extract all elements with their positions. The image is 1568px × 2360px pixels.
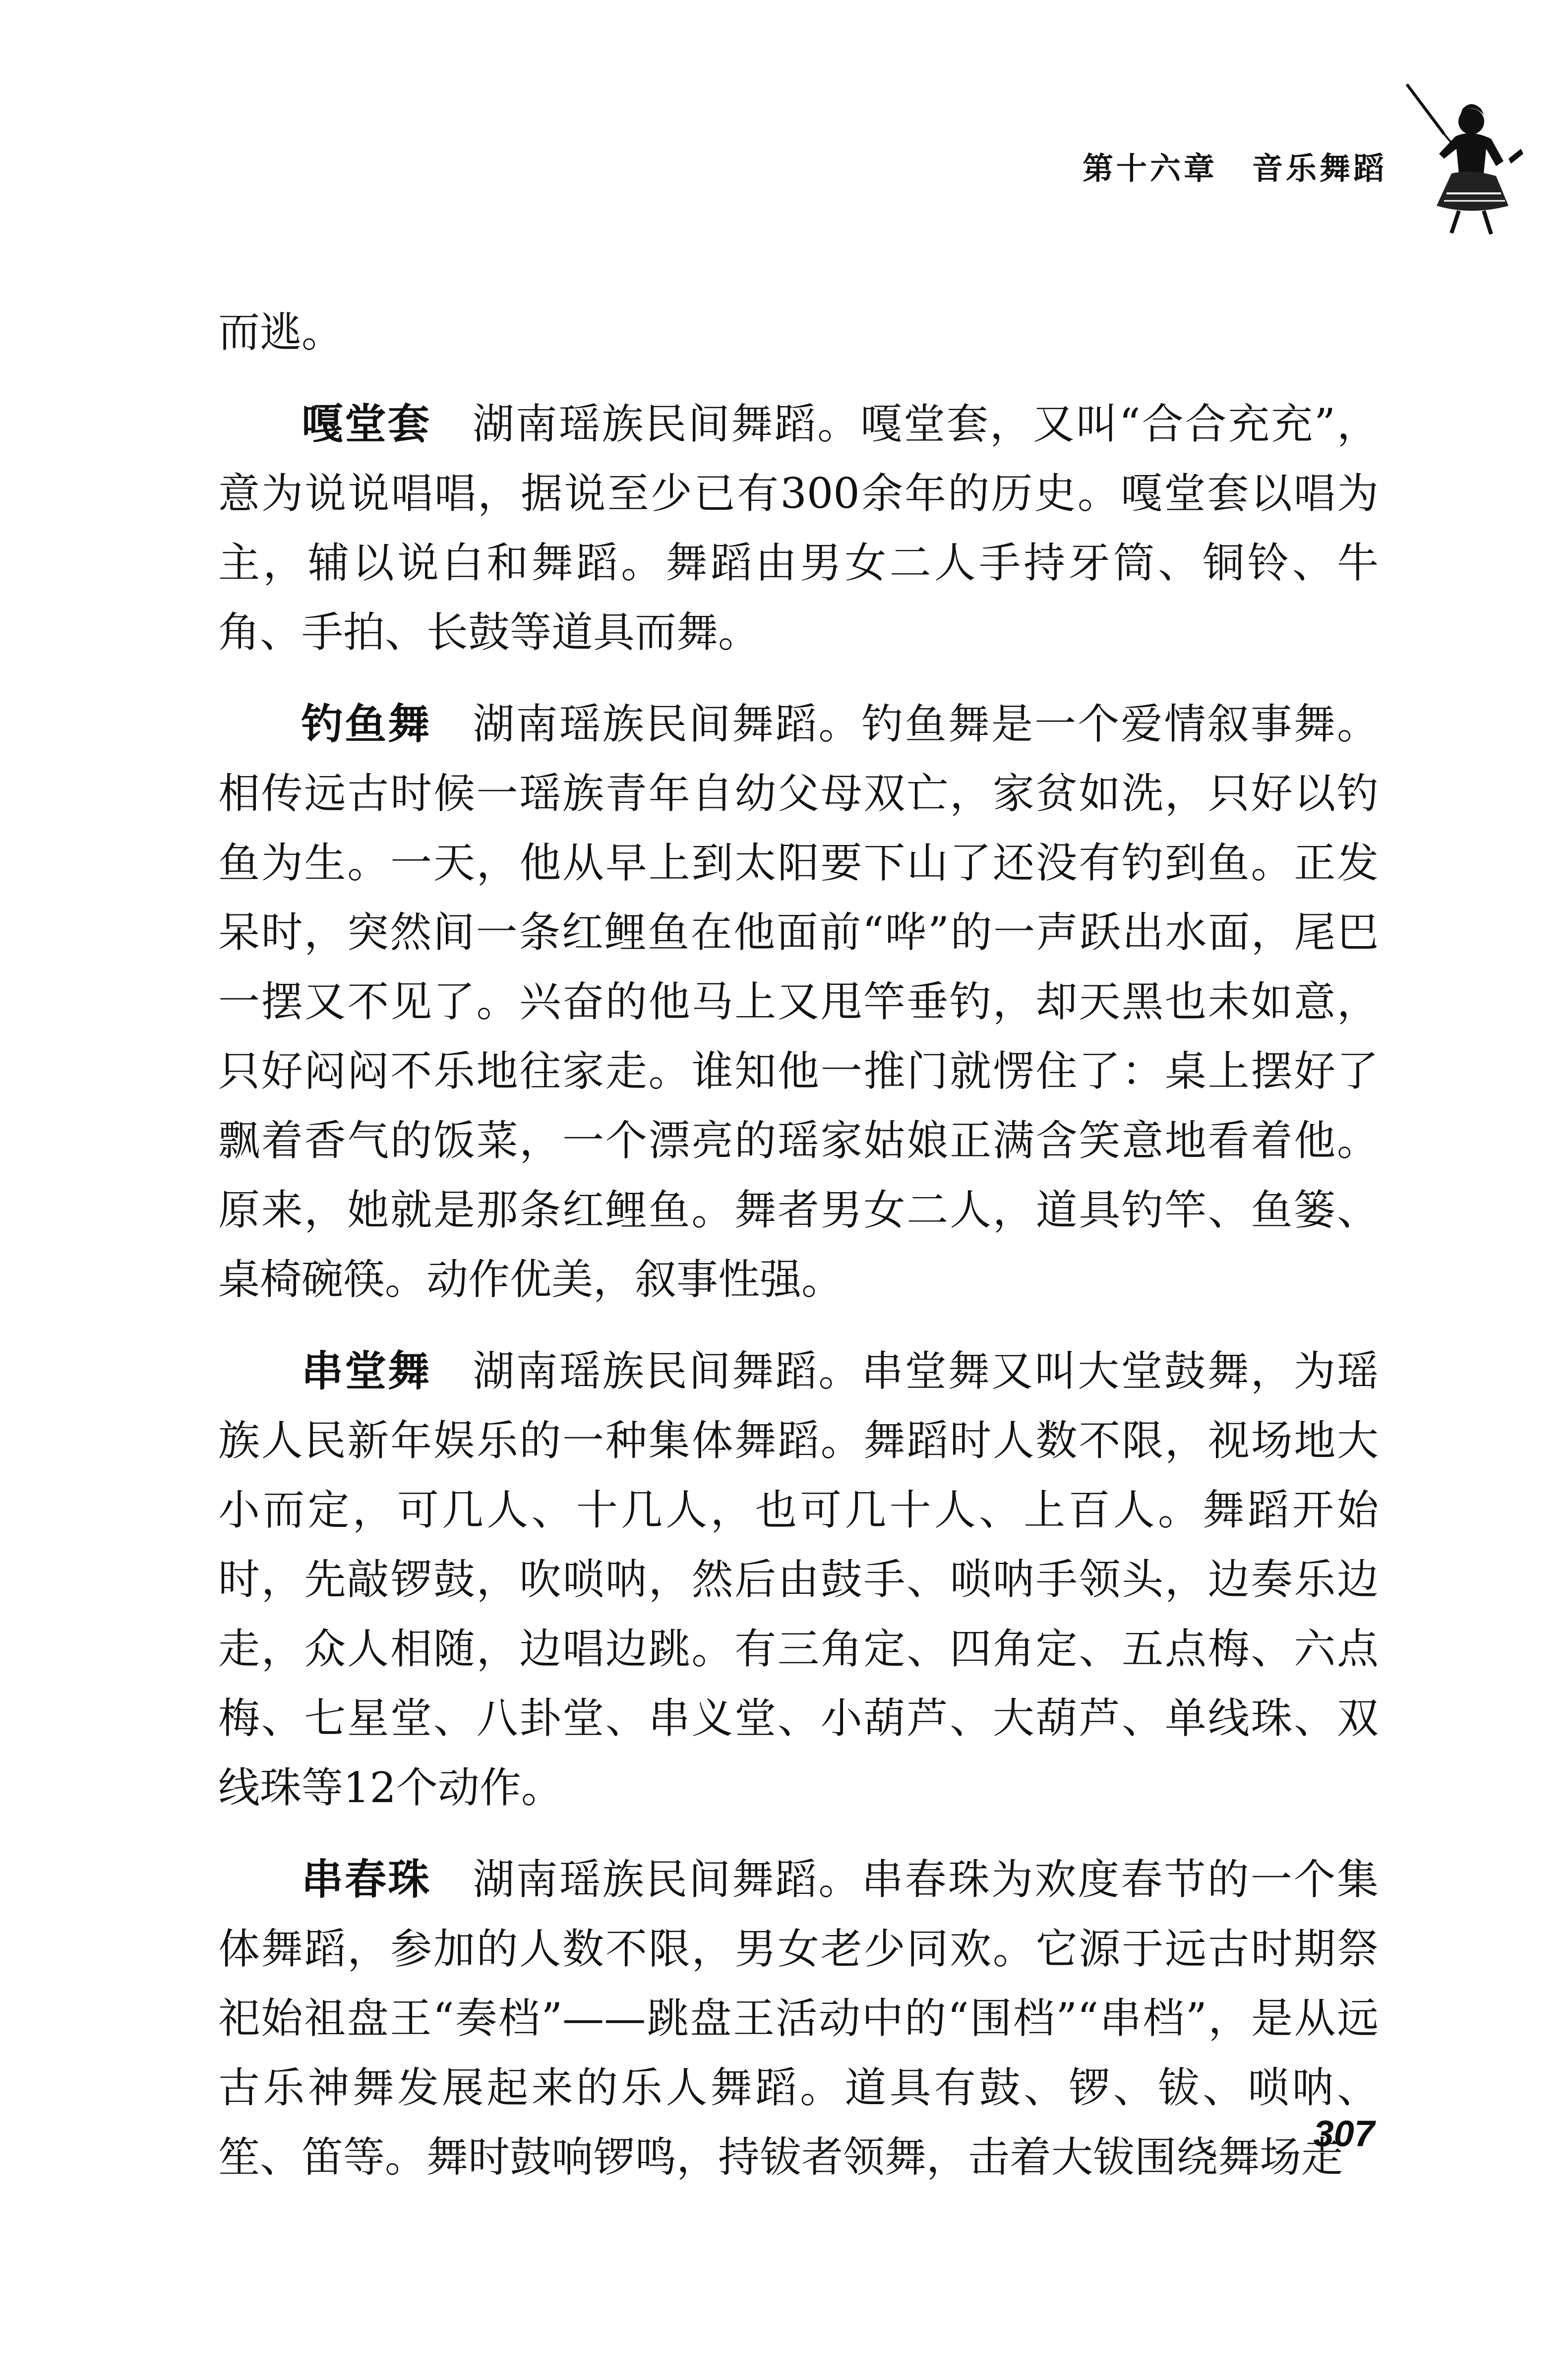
continuation-line: 而逃。	[218, 308, 344, 357]
body-text	[218, 298, 1379, 2214]
entry-text: 湖南瑶族民间舞蹈。串春珠为欢度春节的一个集体舞蹈，参加的人数不限，男女老少同欢。它源于远古时期祭祀始祖盘王“奏档”——跳盘王活动中的“围档”“串档”，是从远古乐神舞发展起来的乐人舞蹈。道具有鼓、锣、钹、唢呐、笙、笛等。舞时鼓响锣鸣，持钹者领舞，击着大钹围绕舞场走	[218, 1855, 1379, 2181]
entry-text: 湖南瑶族民间舞蹈。钓鱼舞是一个爱情叙事舞。相传远古时候一瑶族青年自幼父母双亡，家贫如洗，只好以钓鱼为生。一天，他从早上到太阳要下山了还没有钓到鱼。正发呆时，突然间一条红鲤鱼在他面前“哗”的一声跃出水面，尾巴一摆又不见了。兴奋的他马上又甩竿垂钓，却天黑也未如意，只好闷闷不乐地往家走。谁知他一推门就愣住了：桌上摆好了飘着香气的饭菜，一个漂亮的瑶家姑娘正满含笑意地看着他。原来，她就是那条红鲤鱼。舞者男女二人，道具钓竿、鱼篓、桌椅碗筷。动作优美，叙事性强。	[218, 700, 1379, 1304]
entry-text: 湖南瑶族民间舞蹈。串堂舞又叫大堂鼓舞，为瑶族人民新年娱乐的一种集体舞蹈。舞蹈时人数不限，视场地大小而定，可几人、十几人，也可几十人、上百人。舞蹈开始时，先敲锣鼓，吹唢呐，然后由鼓手、唢呐手领头，边奏乐边走，众人相随，边唱边跳。有三角定、四角定、五点梅、六点梅、七星堂、八卦堂、串义堂、小葫芦、大葫芦、单线珠、双线珠等12个动作。	[218, 1347, 1379, 1812]
page-number: 307	[1313, 2113, 1375, 2154]
chapter-label: 第十六章	[1082, 150, 1217, 186]
entry-chuanchunzhu	[218, 1845, 1379, 2192]
entry-gatangtao	[218, 389, 1379, 667]
entry-diaoyuwu	[218, 689, 1379, 1314]
entry-term: 串堂舞	[302, 1347, 431, 1395]
entry-term: 串春珠	[302, 1855, 431, 1904]
entry-term: 嘎堂套	[302, 400, 431, 448]
entry-term: 钓鱼舞	[302, 700, 431, 748]
entry-text: 湖南瑶族民间舞蹈。嘎堂套，又叫“合合充充”，意为说说唱唱，据说至少已有300余年的历史。嘎堂套以唱为主，辅以说白和舞蹈。舞蹈由男女二人手持牙筒、铜铃、牛角、手拍、长鼓等道具而舞。	[218, 400, 1379, 657]
dancer-figure-icon	[1397, 74, 1526, 238]
entry-chuantangwu	[218, 1336, 1379, 1822]
section-label: 音乐舞蹈	[1252, 150, 1387, 186]
running-head	[1083, 144, 1387, 188]
